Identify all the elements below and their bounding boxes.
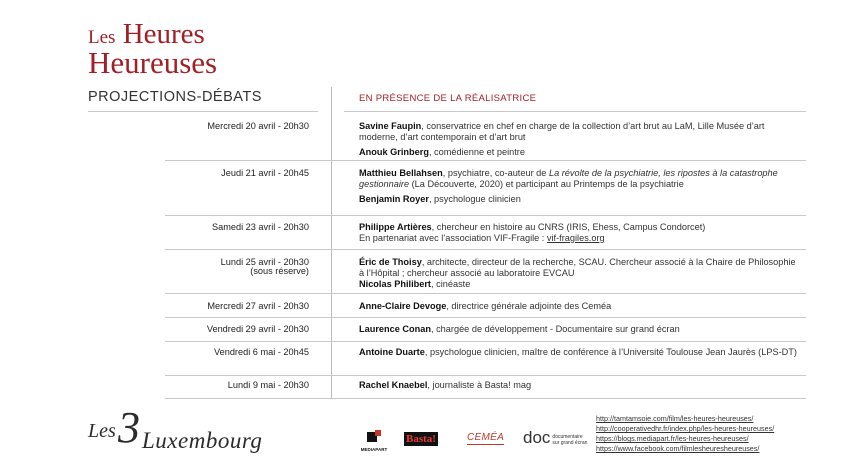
divider — [88, 111, 318, 112]
event-date: Vendredi 6 mai - 20h45 — [213, 347, 309, 357]
partnership-text: En partenariat avec l’association VIF-Fragile : — [359, 233, 547, 243]
section-heading-presence: EN PRÉSENCE DE LA RÉALISATRICE — [359, 93, 537, 104]
url-link[interactable]: https://www.facebook.com/filmlesheuresheureuses/ — [596, 444, 760, 453]
guest-name: Antoine Duarte — [359, 347, 425, 357]
guest-name: Benjamin Royer — [359, 194, 429, 204]
event-guests: Matthieu Bellahsen, psychiatre, co-auteur de La révolte de la psychiatrie, les ripostes à la catastrophe gestionnaire (La Découverte, 2020) et participant au Printemps de la psychiatrie Benjamin Royer, psychologue clinicien — [359, 168, 778, 204]
event-guests — [359, 121, 799, 162]
guest-name: Éric de Thoisy — [359, 257, 422, 267]
vif-fragile-link[interactable]: vif-fragiles.org — [546, 233, 605, 243]
guest-desc: , cinéaste — [431, 279, 471, 289]
url-link[interactable]: https://blogs.mediapart.fr/les-heures-heureuses/ — [596, 434, 749, 443]
section-heading-projections: PROJECTIONS-DÉBATS — [88, 89, 262, 105]
event-guests — [359, 324, 799, 339]
divider — [165, 375, 806, 376]
doc-logo: doc documentaire sur grand écran — [523, 428, 588, 447]
guest-desc: , chargée de développement - Documentaire sur grand écran — [430, 324, 680, 334]
doc-logo-mark: doc — [523, 428, 551, 447]
event-guests — [359, 222, 799, 248]
event-date: Jeudi 21 avril - 20h45 — [221, 168, 309, 178]
divider — [165, 398, 806, 399]
divider — [165, 317, 806, 318]
event-note: (sous réserve) — [250, 266, 309, 276]
guest-desc: , comédienne et peintre — [428, 147, 525, 157]
guest-desc: , directrice générale adjointe des Ceméa — [446, 301, 612, 311]
title-heures: Heures — [122, 18, 205, 50]
url-link[interactable]: http://tamtamsoie.com/film/les-heures-heureuses/ — [596, 414, 754, 423]
event-date: Lundi 9 mai - 20h30 — [227, 380, 309, 390]
event-date: Lundi 25 avril - 20h30 — [220, 257, 309, 267]
guest-name: Philippe Artières — [359, 222, 432, 232]
cinema-logo-name: Luxembourg — [142, 428, 263, 453]
cinema-logo-les: Les — [88, 420, 116, 442]
guest-desc: , architecte, directeur de la recherche, SCAU. Chercheur associé à la Chaire de Philosophie à l’Hôpital ; chercheur associé au laboratoire EVCAU — [359, 257, 796, 278]
url-list — [596, 414, 774, 454]
basta-logo: Basta! — [406, 433, 436, 445]
event-guests — [359, 347, 799, 362]
event-date: Mercredi 27 avril - 20h30 — [207, 301, 309, 311]
book-title: La révolte de la psychiatrie, les ripostes à la catastrophe gestionnaire — [359, 168, 778, 189]
guest-desc: , journaliste à Basta! mag — [427, 380, 532, 390]
event-guests — [359, 301, 799, 316]
title-heureuses: Heureuses — [88, 45, 218, 80]
guest-name: Savine Faupin — [359, 121, 422, 131]
divider — [165, 249, 806, 250]
guest-name: Anne-Claire Devoge — [359, 301, 447, 311]
divider — [165, 215, 806, 216]
event-date: Mercredi 20 avril - 20h30 — [207, 121, 309, 131]
guest-desc: , conservatrice en chef en charge de la collection d’art brut au LaM, Lille Musée d’art moderne, d’art contemporain et d’art brut — [359, 121, 765, 142]
mediapart-icon — [363, 430, 385, 444]
guest-name: Laurence Conan — [359, 324, 431, 334]
guest-name: Anouk Grinberg — [359, 147, 429, 157]
event-date: Vendredi 29 avril - 20h30 — [206, 324, 309, 334]
event-guests — [359, 257, 799, 294]
guest-name: Matthieu Bellahsen — [359, 168, 443, 178]
divider — [344, 111, 806, 112]
guest-desc: , chercheur en histoire au CNRS (IRIS, Ehess, Campus Condorcet) — [431, 222, 706, 232]
cemea-logo: CEMÉA — [467, 432, 505, 443]
title-les: Les — [88, 27, 116, 48]
guest-desc: , psychologue clinicien — [428, 194, 521, 204]
cinema-logo-three: 3 — [118, 403, 140, 452]
guest-desc: , psychologue clinicien, maître de conférence à l’Université Toulouse Jean Jaurès (LPS-DT) — [424, 347, 797, 357]
event-date: Samedi 23 avril - 20h30 — [211, 222, 309, 232]
guest-name: Rachel Knaebel — [359, 380, 428, 390]
event-guests — [359, 380, 799, 395]
mediapart-logo: MEDIAPART — [360, 430, 388, 452]
guest-name: Nicolas Philibert — [359, 279, 431, 289]
url-link[interactable]: http://cooperativedhr.fr/index.php/les-heures-heureuses/ — [596, 424, 775, 433]
film-title — [88, 18, 218, 80]
divider — [165, 341, 806, 342]
column-divider — [331, 87, 332, 399]
